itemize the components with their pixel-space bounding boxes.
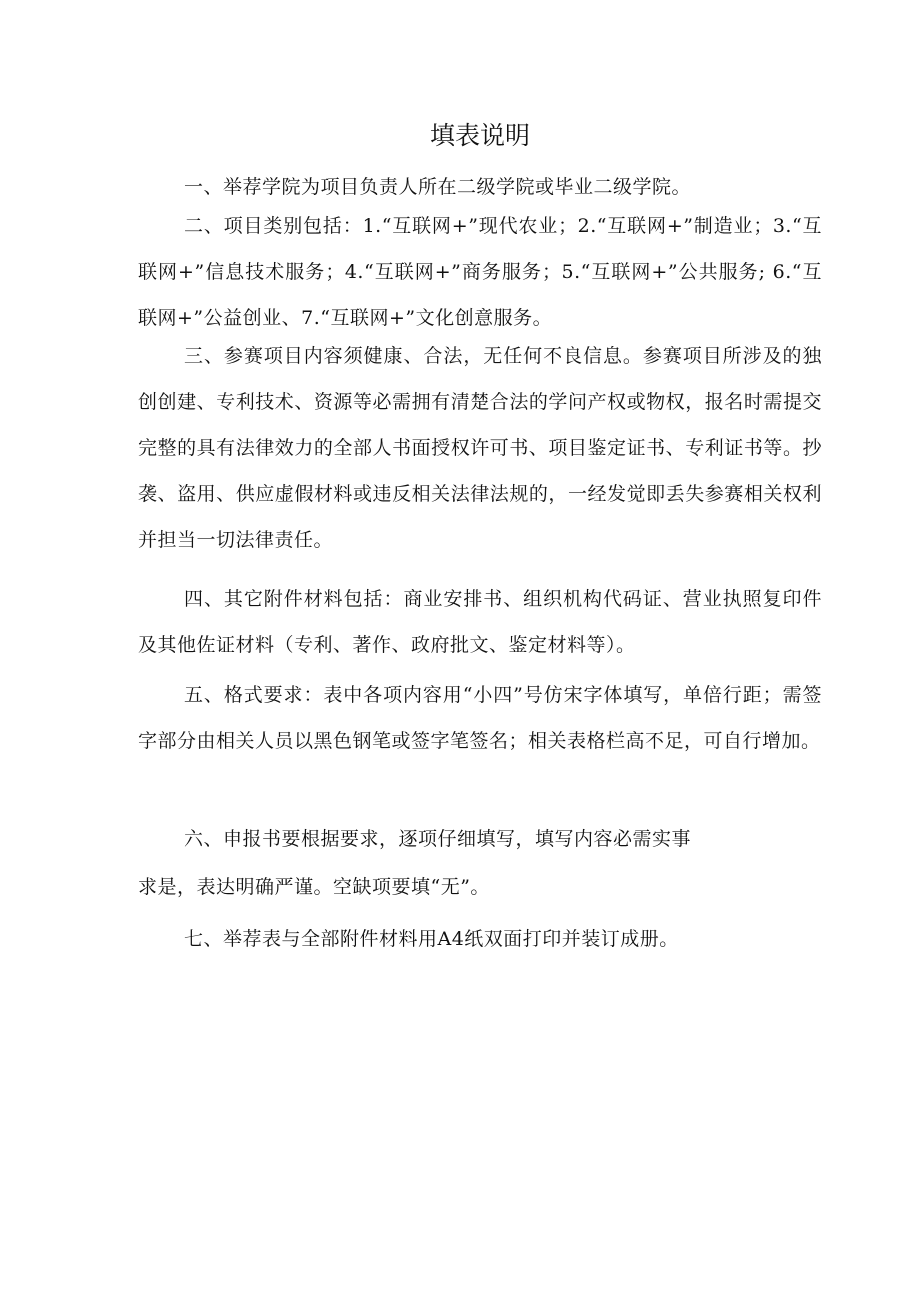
page-title: 填表说明 xyxy=(429,121,530,150)
instruction-paragraph-7: 七、举荐表与全部附件材料用A4纸双面打印并装订成册。 xyxy=(184,928,679,950)
instruction-paragraph-4: 四、其它附件材料包括：商业安排书、组织机构代码证、营业执照复印件及其他佐证材料（专利、著作、政府批文、鉴定材料等）。 xyxy=(138,588,822,656)
instruction-paragraph-3: 三、参赛项目内容须健康、合法，无任何不良信息。参赛项目所涉及的独创创建、专利技术、资源等必需拥有清楚合法的学问产权或物权，报名时需提交完整的具有法律效力的全部人书面授权许可书、项目鉴定证书、专利证书等。抄袭、盗用、供应虚假材料或违反相关法律法规的，一经发觉即丢失参赛相关权利并担当一切法律责任。 xyxy=(138,345,822,551)
instruction-paragraph-6-continued: 求是，表达明确严谨。空缺项要填“无”。 xyxy=(138,876,490,898)
instruction-paragraph-5: 五、格式要求：表中各项内容用“小四”号仿宋字体填写，单倍行距；需签字部分由相关人员以黑色钢笔或签字笔签名；相关表格栏高不足，可自行增加。 xyxy=(138,684,822,752)
instruction-paragraph-2: 二、项目类别包括：1.“互联网+”现代农业；2.“互联网+”制造业；3.“互联网+”信息技术服务；4.“互联网+”商务服务；5.“互联网+”公共服务; 6.“互联网+”公益创业、7.“互联网+”文化创意服务。 xyxy=(138,215,822,329)
instruction-paragraph-6: 六、申报书要根据要求，逐项仔细填写，填写内容必需实事 xyxy=(184,828,692,850)
instruction-paragraph-1: 一、举荐学院为项目负责人所在二级学院或毕业二级学院。 xyxy=(184,176,692,198)
